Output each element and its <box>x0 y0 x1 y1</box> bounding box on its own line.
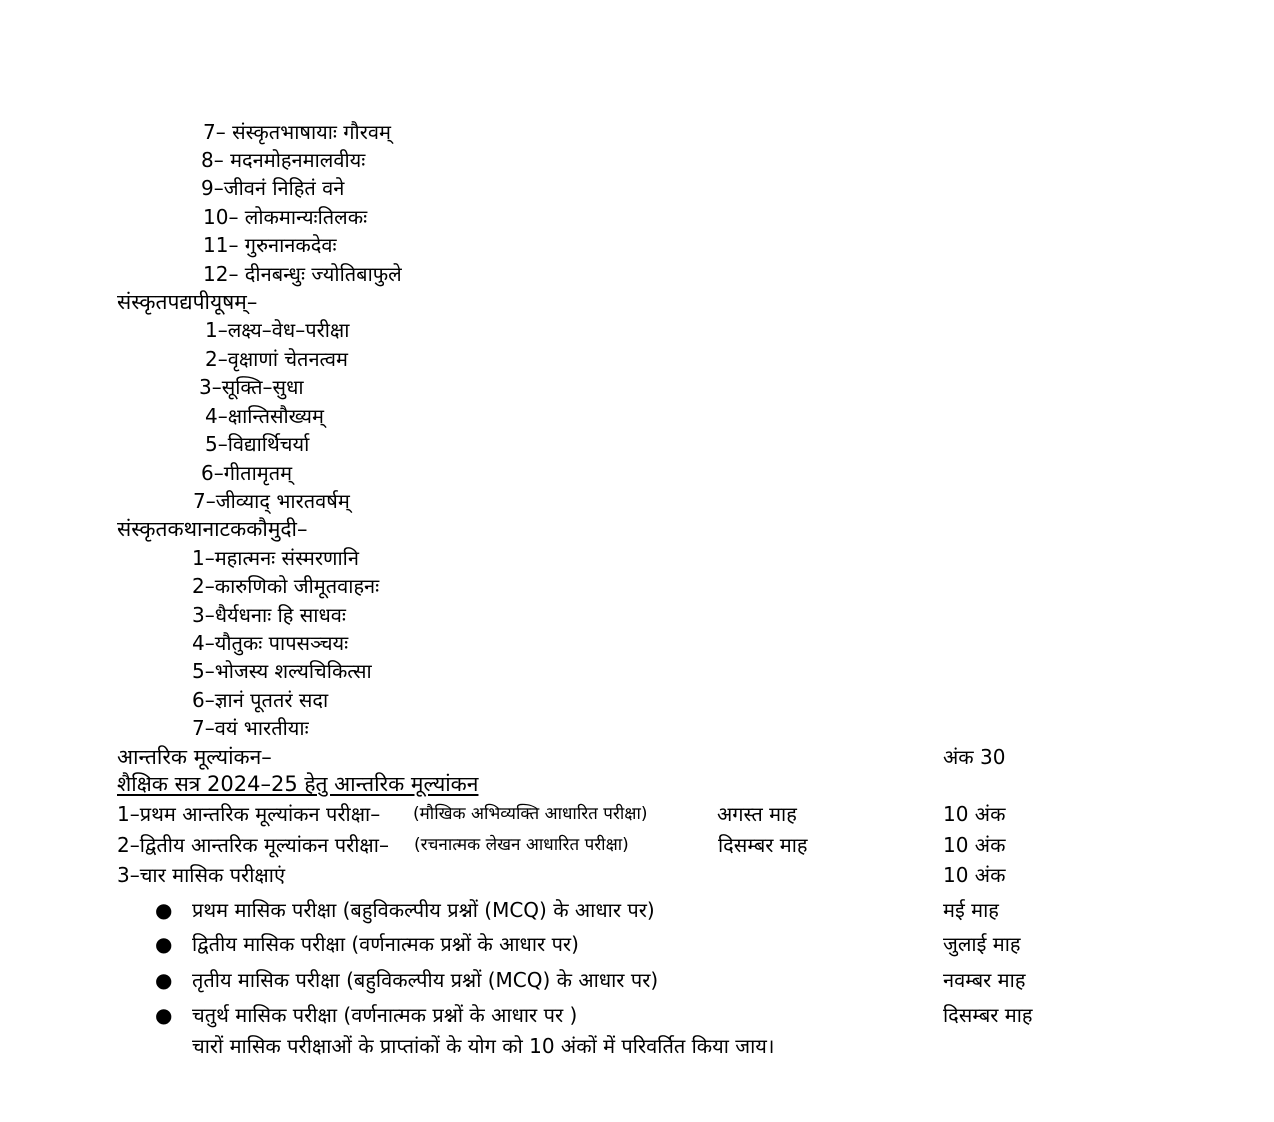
padya-item-5: 5–विद्यार्थिचर्या <box>205 432 310 456</box>
padya-item-3: 3–सूक्ति–सुधा <box>199 375 304 399</box>
monthly-test-2-text: द्वितीय मासिक परीक्षा (वर्णनात्मक प्रश्नों के आधार पर) <box>192 932 579 956</box>
assessment-title: आन्तरिक मूल्यांकन– <box>117 745 272 769</box>
gadya-item-10: 10– लोकमान्यःतिलकः <box>203 205 368 229</box>
gadya-item-7: 7– संस्कृतभाषायाः गौरवम् <box>203 120 391 144</box>
monthly-test-3-month: नवम्बर माह <box>943 968 1026 992</box>
bullet-icon: ● <box>155 968 173 992</box>
assessment-item-2-label: 2–द्वितीय आन्तरिक मूल्यांकन परीक्षा– <box>117 833 389 857</box>
assessment-item-1-marks: 10 अंक <box>943 802 1006 826</box>
closing-note: चारों मासिक परीक्षाओं के प्राप्तांकों के योग को 10 अंकों में परिवर्तित किया जाय। <box>192 1034 775 1058</box>
monthly-test-1-month: मई माह <box>943 898 999 922</box>
padya-heading: संस्कृतपद्यपीयूषम्– <box>117 290 258 314</box>
katha-item-6: 6–ज्ञानं पूततरं सदा <box>192 688 329 712</box>
padya-item-1: 1–लक्ष्य–वेध–परीक्षा <box>205 318 350 342</box>
padya-item-4: 4–क्षान्तिसौख्यम् <box>205 404 324 428</box>
bullet-icon: ● <box>155 898 173 922</box>
gadya-item-8: 8– मदनमोहनमालवीयः <box>201 148 366 172</box>
assessment-item-1-note: (मौखिक अभिव्यक्ति आधारित परीक्षा) <box>413 804 648 824</box>
padya-item-7: 7–जीव्याद् भारतवर्षम् <box>193 489 350 513</box>
gadya-item-11: 11– गुरुनानकदेवः <box>203 233 337 257</box>
padya-item-2: 2–वृक्षाणां चेतनत्वम <box>205 347 348 371</box>
katha-item-2: 2–कारुणिको जीमूतवाहनः <box>192 574 380 598</box>
katha-item-3: 3–धैर्यधनाः हि साधवः <box>192 603 346 627</box>
monthly-test-4-month: दिसम्बर माह <box>943 1003 1033 1027</box>
assessment-item-2-marks: 10 अंक <box>943 833 1006 857</box>
katha-item-5: 5–भोजस्य शल्यचिकित्सा <box>192 659 372 683</box>
katha-item-7: 7–वयं भारतीयाः <box>192 716 309 740</box>
bullet-icon: ● <box>155 932 173 956</box>
katha-heading: संस्कृतकथानाटककौमुदी– <box>117 517 308 541</box>
assessment-total-marks: अंक 30 <box>943 745 1006 769</box>
session-title: शैक्षिक सत्र 2024–25 हेतु आन्तरिक मूल्यांकन <box>117 772 479 796</box>
assessment-item-2-note: (रचनात्मक लेखन आधारित परीक्षा) <box>414 835 629 855</box>
katha-item-4: 4–यौतुकः पापसञ्चयः <box>192 631 349 655</box>
gadya-item-12: 12– दीनबन्धुः ज्योतिबाफुले <box>203 262 402 286</box>
bullet-icon: ● <box>155 1003 173 1027</box>
monthly-test-3-text: तृतीय मासिक परीक्षा (बहुविकल्पीय प्रश्नों (MCQ) के आधार पर) <box>192 968 659 992</box>
assessment-item-3-marks: 10 अंक <box>943 863 1006 887</box>
assessment-item-2-month: दिसम्बर माह <box>718 833 808 857</box>
assessment-item-1-month: अगस्त माह <box>717 802 797 826</box>
monthly-test-2-month: जुलाई माह <box>943 932 1021 956</box>
assessment-item-3-label: 3–चार मासिक परीक्षाएं <box>117 863 285 887</box>
monthly-test-1-text: प्रथम मासिक परीक्षा (बहुविकल्पीय प्रश्नों (MCQ) के आधार पर) <box>192 898 655 922</box>
padya-item-6: 6–गीतामृतम् <box>201 461 293 485</box>
gadya-item-9: 9–जीवनं निहितं वने <box>201 176 345 200</box>
monthly-test-4-text: चतुर्थ मासिक परीक्षा (वर्णनात्मक प्रश्नों के आधार पर ) <box>192 1003 578 1027</box>
assessment-item-1-label: 1–प्रथम आन्तरिक मूल्यांकन परीक्षा– <box>117 802 381 826</box>
katha-item-1: 1–महात्मनः संस्मरणानि <box>192 546 359 570</box>
